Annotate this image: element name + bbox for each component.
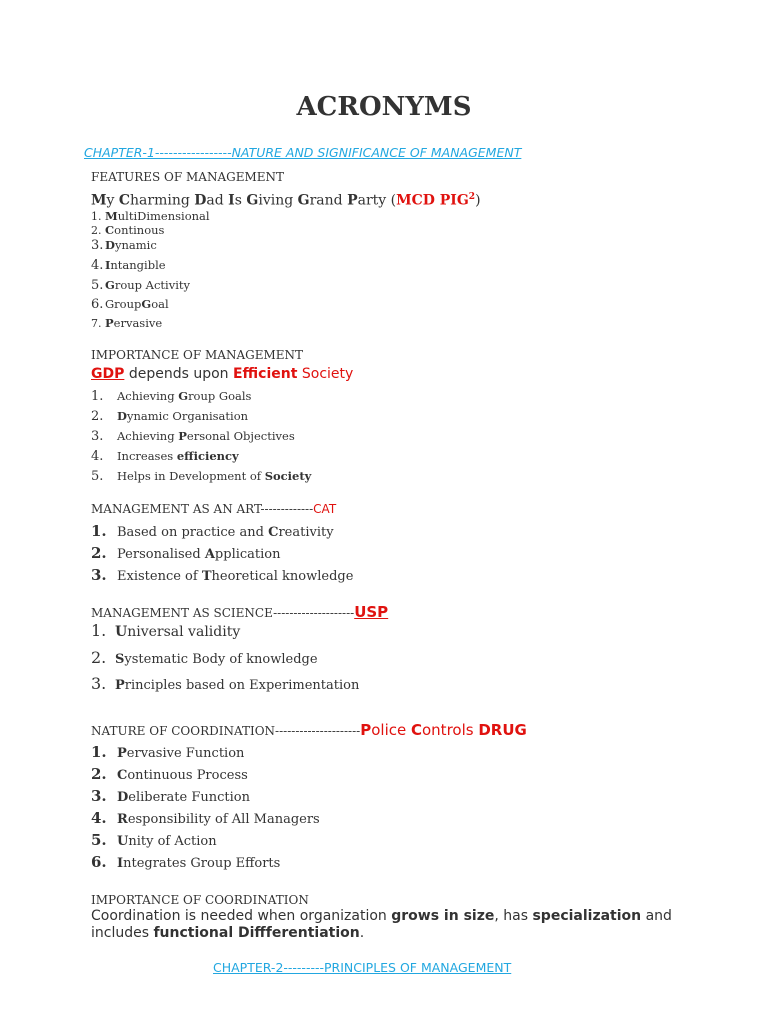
item-prefix: Based on practice and xyxy=(117,525,269,540)
item-prefix: Helps in Development of xyxy=(117,469,265,483)
list-item xyxy=(91,809,320,827)
ci-line1-mid: , has xyxy=(494,908,533,924)
item-number: 2. xyxy=(91,544,107,562)
item-number: 5. xyxy=(91,469,104,484)
item-key-letter: P xyxy=(105,316,114,330)
item-text: ultiDimensional xyxy=(117,209,210,223)
item-number: 7. xyxy=(91,317,102,330)
list-item xyxy=(91,409,248,424)
mnemonic-letter: M xyxy=(91,192,107,209)
item-text: reativity xyxy=(278,525,334,540)
list-item xyxy=(91,853,280,871)
item-number: 3. xyxy=(91,429,104,444)
ci-grows: grows in size xyxy=(391,908,495,924)
item-text: ynamic Organisation xyxy=(126,409,249,423)
mnemonic-letter: G xyxy=(297,192,310,209)
item-prefix: Achieving xyxy=(117,389,179,403)
item-number: 3. xyxy=(91,674,107,693)
item-key-letter: I xyxy=(105,258,111,272)
item-text: niversal validity xyxy=(127,624,241,640)
item-number: 4. xyxy=(91,449,104,464)
item-number: 3. xyxy=(91,238,104,253)
item-number: 1. xyxy=(91,210,102,223)
item-key-letter: G xyxy=(178,389,189,403)
acronym-letter: C xyxy=(410,721,422,739)
item-number: 2. xyxy=(91,409,104,424)
list-item xyxy=(91,209,210,223)
item-key-letter: C xyxy=(105,223,115,237)
item-key-letter: C xyxy=(268,525,279,540)
mnemonic-rest: iving xyxy=(258,192,298,209)
close-paren: ) xyxy=(475,192,481,209)
mnemonic-letter: P xyxy=(347,192,358,209)
item-key-letter: T xyxy=(201,569,212,584)
society-word: Society xyxy=(297,366,354,382)
item-key-letter: U xyxy=(115,624,128,640)
science-heading xyxy=(91,603,388,621)
list-item xyxy=(91,674,359,693)
mnemonic-letter: G xyxy=(246,192,259,209)
item-number: 1. xyxy=(91,389,104,404)
item-number: 2. xyxy=(91,648,107,667)
acronym-rest: ontrols xyxy=(422,721,479,739)
gdp-word: GDP xyxy=(91,366,125,382)
ci-line1-post: and xyxy=(641,908,672,924)
item-key-letter: D xyxy=(105,238,115,252)
item-number: 1. xyxy=(91,743,107,761)
item-number: 1. xyxy=(91,621,107,640)
ci-line2-pre: includes xyxy=(91,925,154,941)
mnemonic-rest: rand xyxy=(309,192,348,209)
list-item xyxy=(91,648,318,667)
efficient-word: Efficient xyxy=(232,366,298,382)
item-text: ervasive Function xyxy=(126,746,245,761)
mnemonic-rest: arty ( xyxy=(357,192,397,209)
item-prefix: Personalised xyxy=(117,547,205,562)
coordination-heading xyxy=(91,721,527,739)
item-key-letter: efficiency xyxy=(176,449,239,463)
coordination-heading-text: NATURE OF COORDINATION--------------------- xyxy=(91,724,361,738)
ci-line1-pre: Coordination is needed when organization xyxy=(91,908,392,924)
item-number: 1. xyxy=(91,522,107,540)
features-mnemonic xyxy=(91,192,481,209)
item-text: rinciples based on Experimentation xyxy=(124,678,360,693)
list-item xyxy=(91,278,190,293)
science-heading-text: MANAGEMENT AS SCIENCE-------------------- xyxy=(91,606,355,620)
features-acronym: MCD PIG xyxy=(396,192,469,209)
list-item xyxy=(91,765,248,783)
list-item xyxy=(91,469,311,484)
list-item xyxy=(91,223,164,237)
mnemonic-rest: ad xyxy=(206,192,229,209)
item-number: 4. xyxy=(91,258,104,273)
item-text: ervasive xyxy=(113,316,163,330)
list-item xyxy=(91,297,169,312)
item-number: 5. xyxy=(91,831,107,849)
coord-importance-heading: IMPORTANCE OF COORDINATION xyxy=(91,893,309,907)
mnemonic-rest: harming xyxy=(130,192,195,209)
item-key-letter: P xyxy=(178,429,187,443)
art-heading-text: MANAGEMENT AS AN ART------------- xyxy=(91,502,314,516)
importance-mnemonic xyxy=(91,366,353,382)
item-number: 6. xyxy=(91,853,107,871)
item-text: ersonal Objectives xyxy=(186,429,295,443)
list-item xyxy=(91,429,295,444)
item-text: ynamic xyxy=(114,238,157,252)
item-key-letter: U xyxy=(117,834,129,849)
item-text: esponsibility of All Managers xyxy=(127,812,320,827)
art-heading xyxy=(91,502,336,516)
item-key-letter: Society xyxy=(264,469,312,483)
item-text: oal xyxy=(151,297,169,311)
item-text: ntangible xyxy=(110,258,166,272)
features-heading: FEATURES OF MANAGEMENT xyxy=(91,170,285,184)
art-acronym: CAT xyxy=(313,502,337,516)
mnemonic-rest: s xyxy=(234,192,247,209)
item-text: roup Goals xyxy=(188,389,252,403)
item-key-letter: P xyxy=(117,746,127,761)
item-text: pplication xyxy=(214,547,281,562)
list-item xyxy=(91,238,157,253)
list-item xyxy=(91,621,240,640)
item-number: 2. xyxy=(91,765,107,783)
coordination-acronym xyxy=(360,721,527,739)
mnemonic-rest: y xyxy=(106,192,119,209)
item-key-letter: C xyxy=(117,768,128,783)
list-item xyxy=(91,787,250,805)
importance-heading: IMPORTANCE OF MANAGEMENT xyxy=(91,348,304,362)
chapter-2-link[interactable]: CHAPTER-2---------PRINCIPLES OF MANAGEMENT xyxy=(213,960,512,975)
item-number: 2. xyxy=(91,224,102,237)
item-key-letter: G xyxy=(105,278,115,292)
list-item xyxy=(91,522,334,540)
item-key-letter: P xyxy=(115,678,125,693)
list-item xyxy=(91,544,281,562)
item-key-letter: S xyxy=(115,652,125,667)
item-text: heoretical knowledge xyxy=(211,569,354,584)
item-prefix: Existence of xyxy=(117,569,202,584)
item-key-letter: D xyxy=(117,790,129,805)
item-number: 5. xyxy=(91,278,104,293)
ci-functional: functional Diffferentiation xyxy=(153,925,360,941)
list-item xyxy=(91,743,244,761)
list-item xyxy=(91,831,217,849)
list-item xyxy=(91,449,239,464)
mnemonic-letter: D xyxy=(194,192,207,209)
item-text: nity of Action xyxy=(128,834,217,849)
depends-text: depends upon xyxy=(124,366,233,382)
item-prefix: Group xyxy=(105,297,142,311)
ci-line2-post: . xyxy=(359,925,365,941)
item-text: ntegrates Group Efforts xyxy=(123,856,281,871)
item-prefix: Increases xyxy=(117,449,177,463)
item-key-letter: M xyxy=(105,209,118,223)
list-item xyxy=(91,566,353,584)
item-key-letter: G xyxy=(141,297,152,311)
science-acronym: USP xyxy=(354,603,389,621)
mnemonic-letter: I xyxy=(228,192,235,209)
list-item xyxy=(91,316,162,330)
item-key-letter: R xyxy=(117,812,128,827)
mnemonic-words xyxy=(91,193,396,209)
item-text: ontinous xyxy=(114,223,165,237)
acronym-rest: olice xyxy=(371,721,411,739)
item-prefix: Achieving xyxy=(117,429,179,443)
item-key-letter: I xyxy=(117,856,124,871)
item-number: 3. xyxy=(91,787,107,805)
mnemonic-letter: C xyxy=(118,192,131,209)
list-item xyxy=(91,258,166,273)
item-number: 3. xyxy=(91,566,107,584)
item-text: eliberate Function xyxy=(128,790,250,805)
acronym-letter: P xyxy=(360,721,372,739)
item-key-letter: D xyxy=(117,409,127,423)
acronym-letter: DRUG xyxy=(478,721,527,739)
item-text: ystematic Body of knowledge xyxy=(124,652,318,667)
page-title: ACRONYMS xyxy=(296,92,472,122)
features-acronym-sup: 2 xyxy=(468,192,476,202)
item-number: 4. xyxy=(91,809,107,827)
item-key-letter: A xyxy=(204,547,215,562)
item-text: ontinuous Process xyxy=(127,768,248,783)
item-number: 6. xyxy=(91,297,104,312)
chapter-1-link[interactable]: CHAPTER-1-----------------NATURE AND SIGNIFICANCE OF MANAGEMENT xyxy=(84,145,522,160)
list-item xyxy=(91,389,251,404)
coord-importance-paragraph xyxy=(91,908,672,942)
ci-specialization: specialization xyxy=(532,908,642,924)
item-text: roup Activity xyxy=(114,278,191,292)
